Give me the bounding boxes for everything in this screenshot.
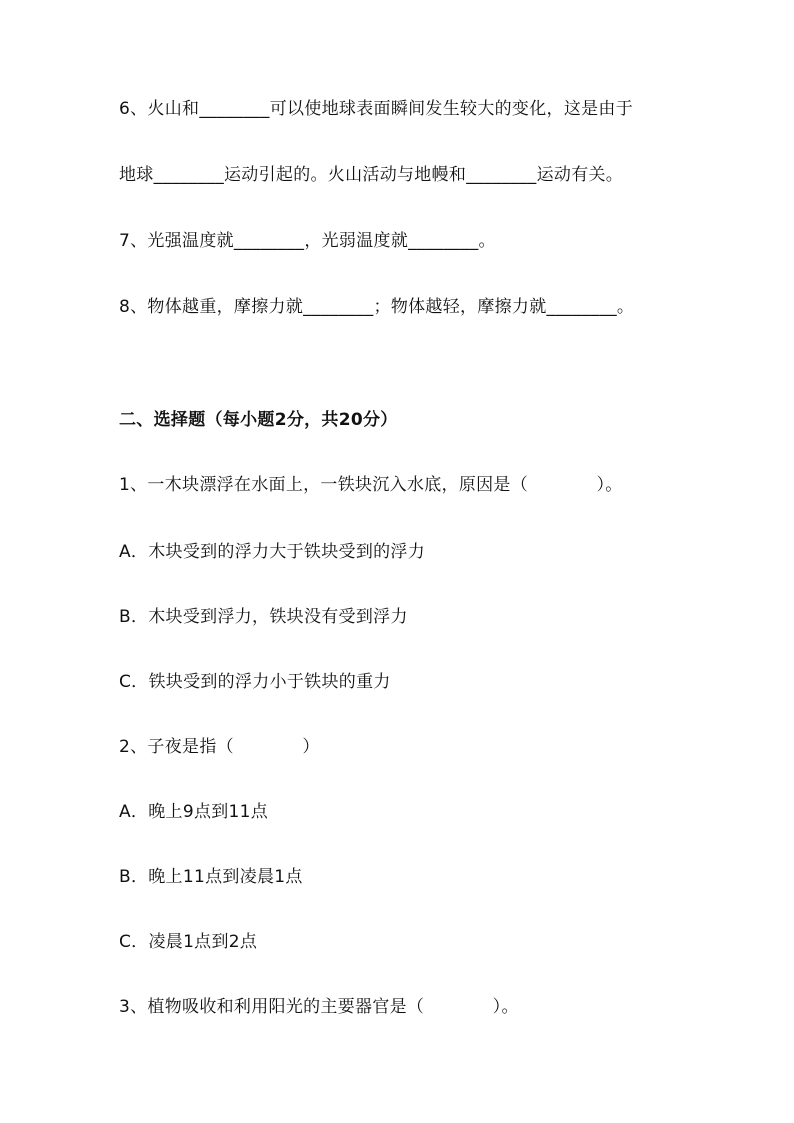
question-8: 8、物体越重，摩擦力就________；物体越轻，摩擦力就________。 xyxy=(119,297,635,317)
choice-2-option-a: A．晚上9点到11点 xyxy=(119,802,269,822)
choice-1-option-a: A．木块受到的浮力大于铁块受到的浮力 xyxy=(119,542,426,562)
question-7: 7、光强温度就________，光弱温度就________。 xyxy=(119,231,496,251)
choice-2-option-b: B．晚上11点到凌晨1点 xyxy=(119,867,303,887)
choice-question-2: 2、子夜是指（ ） xyxy=(119,737,320,757)
choice-question-3: 3、植物吸收和利用阳光的主要器官是（ ）。 xyxy=(119,997,519,1017)
choice-question-1: 1、一木块漂浮在水面上，一铁块沉入水底，原因是（ ）。 xyxy=(119,475,623,495)
choice-1-option-b: B．木块受到浮力，铁块没有受到浮力 xyxy=(119,607,408,627)
choice-1-option-c: C．铁块受到的浮力小于铁块的重力 xyxy=(119,672,391,692)
question-6-line-1: 6、火山和________可以使地球表面瞬间发生较大的变化，这是由于 xyxy=(119,99,634,119)
question-6-line-2: 地球________运动引起的。火山活动与地幔和________运动有关。 xyxy=(119,165,624,185)
section-2-heading: 二、选择题（每小题2分，共20分） xyxy=(119,410,398,430)
choice-2-option-c: C．凌晨1点到2点 xyxy=(119,932,258,952)
